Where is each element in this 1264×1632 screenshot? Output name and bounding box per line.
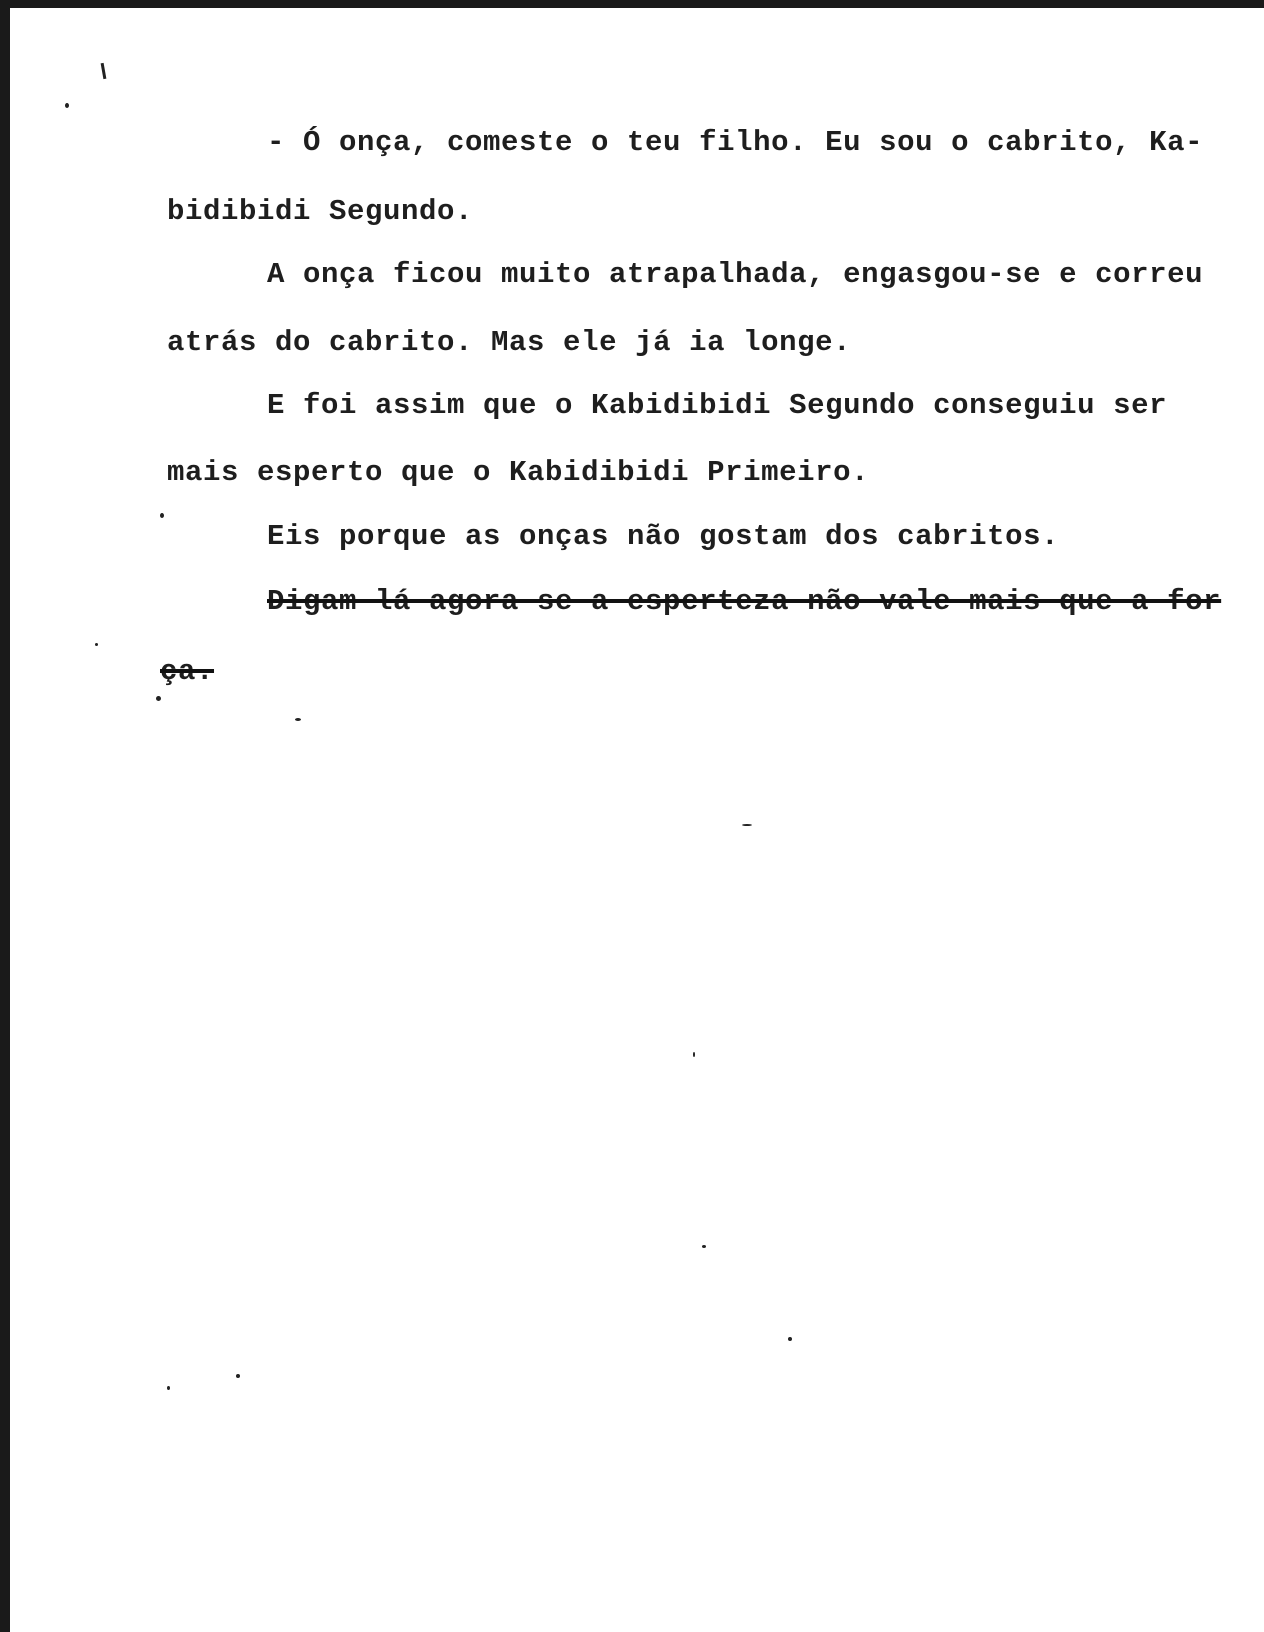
struck-text-line-8: Digam lá agora se a esperteza não vale mais que a for <box>267 585 1222 618</box>
ink-speck <box>95 643 98 646</box>
ink-speck <box>160 513 164 518</box>
text-line-4: atrás do cabrito. Mas ele já ia longe. <box>167 326 852 359</box>
text-line-3: A onça ficou muito atrapalhada, engasgou-se e correu <box>267 258 1204 291</box>
text-line-5: E foi assim que o Kabidibidi Segundo conseguiu ser <box>267 389 1168 422</box>
ink-speck <box>236 1374 240 1378</box>
ink-speck <box>742 824 752 826</box>
text-line-6: mais esperto que o Kabidibidi Primeiro. <box>167 456 870 489</box>
text-line-7: Eis porque as onças não gostam dos cabritos. <box>267 520 1060 553</box>
text-line-2: bidibidi Segundo. <box>167 195 474 228</box>
ink-speck <box>65 103 69 108</box>
margin-mark <box>101 63 107 79</box>
struck-text-line-9: ça. <box>160 655 215 688</box>
ink-speck <box>788 1337 792 1341</box>
ink-speck <box>167 1386 170 1390</box>
text-line-1: - Ó onça, comeste o teu filho. Eu sou o cabrito, Ka- <box>267 126 1204 159</box>
ink-speck <box>702 1245 706 1248</box>
ink-speck <box>295 718 301 721</box>
ink-speck <box>693 1052 695 1057</box>
ink-speck <box>156 696 161 701</box>
